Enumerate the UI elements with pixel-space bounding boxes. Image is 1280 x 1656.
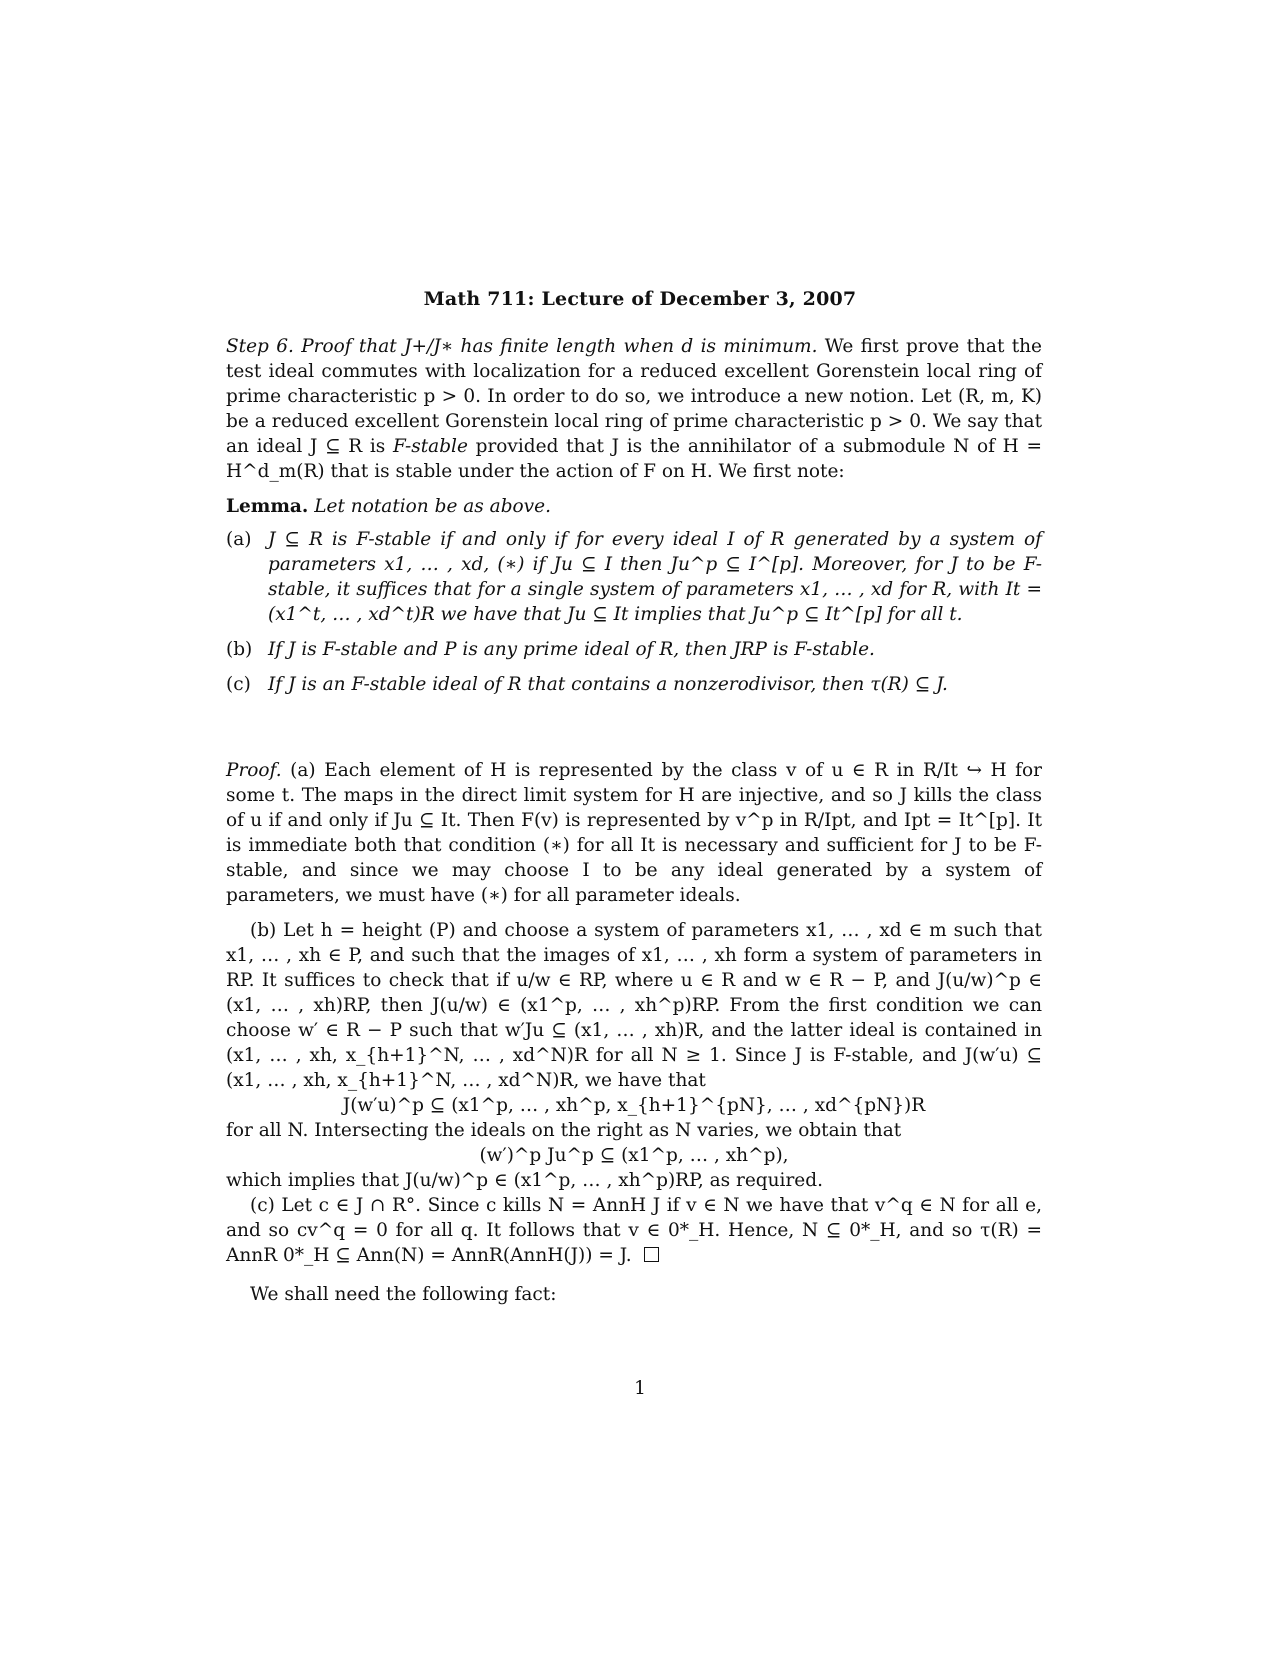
proof-part-a: (a) Each element of H is represented by the class v of u ∈ R in R/It ↪ H for some t. The maps in the direct limit system for H are injective, and so J kills the class of u if and only if Ju ⊆ It. Then F(v) is represented by v^p in R/Ipt, and Ipt = It^[p]. It is immediate both that condition (∗) for all It is necessary and sufficient for J to be F-stable, and since we may choose I to be any ideal generated by a system of parameters, we must have (∗) for all parameter ideals. — [226, 760, 1042, 906]
proof-part-b-3: which implies that J(u/w)^p ∈ (x1^p, … , xh^p)RP, as required. — [226, 1170, 823, 1191]
step-6-lead: Step 6. Proof that J+/J∗ has finite length when d is minimum. — [226, 336, 818, 357]
lemma-items — [226, 527, 1042, 697]
proof-part-c: (c) Let c ∈ J ∩ R°. Since c kills N = AnnH J if v ∈ N we have that v^q ∈ N for all e, and so cv^q = 0 for all q. It follows that v ∈ 0*_H. Hence, N ⊆ 0*_H, and so τ(R) = AnnR 0*_H ⊆ Ann(N) = AnnR(AnnH(J)) = J. — [226, 1195, 1042, 1266]
proof-part-b-2: for all N. Intersecting the ideals on the right as N varies, we obtain that — [226, 1120, 902, 1141]
lemma-block — [226, 494, 1042, 707]
f-stable-term: F-stable — [393, 436, 468, 457]
page-number: 1 — [634, 1378, 646, 1399]
step-6-text-2: provided that J is the annihilator of a submodule N of H = H^d_m(R) that is stable under the action of F on H. We first note: — [226, 436, 1042, 482]
lemma-item-c: (c) If J is an F-stable ideal of R that contains a nonzerodivisor, then τ(R) ⊆ J. — [226, 674, 948, 695]
page-title: Math 711: Lecture of December 3, 2007 — [423, 288, 857, 310]
lemma-item-a: (a) J ⊆ R is F-stable if and only if for every ideal I of R generated by a system of parameters x1, … , xd, (∗) if Ju ⊆ I then Ju^p ⊆ I^[p]. Moreover, for J to be F-stable, it suffices that for a single system of parameters x1, … , xd for R, with It = (x1^t, … , xd^t)R we have that Ju ⊆ It implies that Ju^p ⊆ It^[p] for all t. — [226, 529, 1042, 625]
qed-square-icon — [644, 1247, 659, 1262]
lemma-intro: Let notation be as above. — [314, 496, 551, 517]
step-6-paragraph — [226, 334, 1042, 484]
display-equation-1: J(w′u)^p ⊆ (x1^p, … , xh^p, x_{h+1}^{pN}, … , xd^{pN})R — [342, 1095, 926, 1116]
display-equation-2: (w′)^p Ju^p ⊆ (x1^p, … , xh^p), — [479, 1145, 789, 1166]
closing-sentence: We shall need the following fact: — [250, 1284, 557, 1305]
step-6-text: We first prove that the test ideal commutes with localization for a reduced excellent Gorenstein local ring of prime characteristic p > 0. In order to do so, we introduce a new notion. Let (R, m, K) be a reduced excellent Gorenstein local ring of prime characteristic p > 0. We say that an ideal J ⊆ R is — [226, 336, 1042, 457]
lemma-item-b: (b) If J is F-stable and P is any prime ideal of R, then JRP is F-stable. — [226, 639, 875, 660]
lemma-label: Lemma. — [226, 496, 309, 517]
proof-block — [226, 758, 1042, 1307]
proof-label: Proof. — [226, 760, 282, 781]
proof-part-b: (b) Let h = height (P) and choose a system of parameters x1, … , xd ∈ m such that x1, … , xh ∈ P, and such that the images of x1, … , xh form a system of parameters in RP. It suffices to check that if u/w ∈ RP, where u ∈ R and w ∈ R − P, and J(u/w)^p ∈ (x1, … , xh)RP, then J(u/w) ∈ (x1^p, … , xh^p)RP. From the first condition we can choose w′ ∈ R − P such that w′Ju ⊆ (x1, … , xh)R, and the latter ideal is contained in (x1, … , xh, x_{h+1}^N, … , xd^N)R for all N ≥ 1. Since J is F-stable, and J(w′u) ⊆ (x1, … , xh, x_{h+1}^N, … , xd^N)R, we have that — [226, 920, 1042, 1091]
